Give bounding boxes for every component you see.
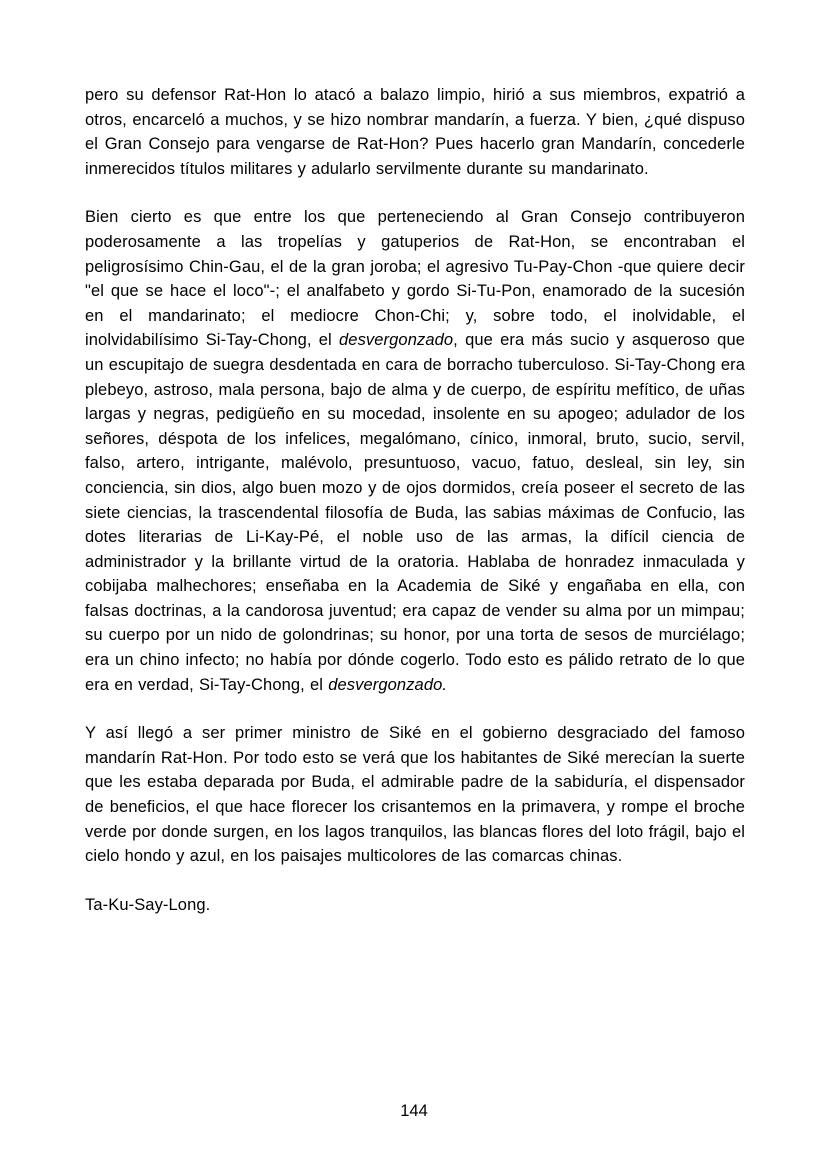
paragraph bbox=[85, 83, 745, 181]
page-body bbox=[85, 83, 745, 941]
text-run: Bien cierto es que entre los que perteneciendo al Gran Consejo contribuyeron poderosamente a las tropelías y gatuperios de Rat-Hon, se encontraban el peligrosísimo Chin-Gau, el de la gran joroba; el agresivo Tu-Pay-Chon -que quiere decir "el que se hace el loco"-; el analfabeto y gordo Si-Tu-Pon, enamorado de la sucesión en el mandarinato; el mediocre Chon-Chi; y, sobre todo, el inolvidable, el inolvidabilísimo Si-Tay-Chong, el bbox=[85, 208, 745, 350]
page-number: 144 bbox=[400, 1102, 428, 1120]
text-run: , que era más sucio y asqueroso que un escupitajo de suegra desdentada en cara de borracho tuberculoso. Si-Tay-Chong era plebeyo, astroso, mala persona, bajo de alma y de cuerpo, de espíritu mefítico, de uñas largas y negras, pedigüeño en su mocedad, insolente en su apogeo; adulador de los señores, déspota de los infelices, megalómano, cínico, inmoral, bruto, sucio, servil, falso, artero, intrigante, malévolo, presuntuoso, vacuo, fatuo, desleal, sin ley, sin conciencia, sin dios, algo buen mozo y de ojos dormidos, creía poseer el secreto de las siete ciencias, la trascendental filosofía de Buda, las sabias máximas de Confucio, las dotes literarias de Li-Kay-Pé, el noble uso de las armas, la difícil ciencia de administrador y la brillante virtud de la oratoria. Hablaba de honradez inmaculada y cobijaba malhechores; enseñaba en la Academia de Siké y engañaba en ella, con falsas doctrinas, a la candorosa juventud; era capaz de vender su alma por un mimpau; su cuerpo por un nido de golondrinas; su honor, por una torta de sesos de murciélago; era un chino infecto; no había por dónde cogerlo. Todo esto es pálido retrato de lo que era en verdad, Si-Tay-Chong, el bbox=[85, 331, 745, 694]
paragraph bbox=[85, 721, 745, 869]
text-run: Ta-Ku-Say-Long. bbox=[85, 895, 211, 914]
italic-text-run: desvergonzado bbox=[339, 331, 454, 350]
paragraph bbox=[85, 205, 745, 697]
text-run: pero su defensor Rat-Hon lo atacó a balazo limpio, hirió a sus miembros, expatrió a otros, encarceló a muchos, y se hizo nombrar mandarín, a fuerza. Y bien, ¿qué dispuso el Gran Consejo para vengarse de Rat-Hon? Pues hacerlo gran Mandarín, concederle inmerecidos títulos militares y adularlo servilmente durante su mandarinato. bbox=[85, 86, 745, 178]
text-run: Y así llegó a ser primer ministro de Siké en el gobierno desgraciado del famoso mandarín Rat-Hon. Por todo esto se verá que los habitantes de Siké merecían la suerte que les estaba deparada por Buda, el admirable padre de la sabiduría, el dispensador de beneficios, el que hace florecer los crisantemos en la primavera, y rompe el broche verde por donde surgen, en los lagos tranquilos, las blancas flores del loto frágil, bajo el cielo hondo y azul, en los paisajes multicolores de las comarcas chinas. bbox=[85, 724, 745, 866]
paragraph-signature bbox=[85, 893, 745, 918]
italic-text-run: desvergonzado. bbox=[328, 675, 448, 694]
